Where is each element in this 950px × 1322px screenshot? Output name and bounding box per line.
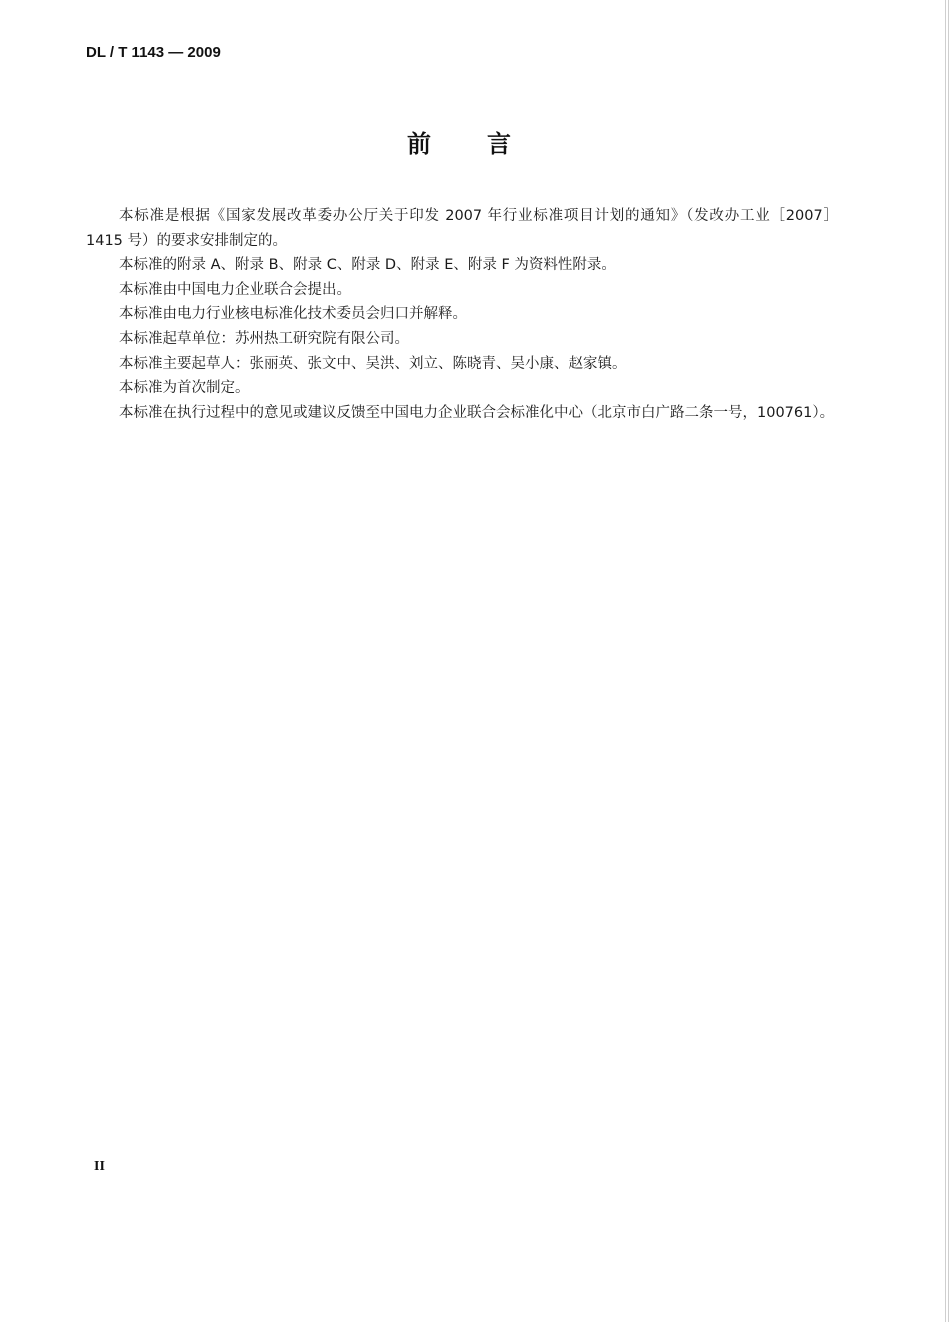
page-number: II — [94, 1159, 105, 1174]
paragraph-appendices: 本标准的附录 A、附录 B、附录 C、附录 D、附录 E、附录 F 为资料性附录。 — [119, 257, 616, 274]
paragraph-first-edition: 本标准为首次制定。 — [119, 380, 250, 397]
section-title-foreword — [0, 124, 920, 159]
title-char-2: 言 — [487, 130, 513, 158]
paragraph-drafters: 本标准主要起草人：张丽英、张文中、吴洪、刘立、陈晓青、吴小康、赵家镇。 — [119, 355, 627, 372]
paragraph-proposed-by: 本标准由中国电力企业联合会提出。 — [119, 281, 351, 298]
title-char-1: 前 — [407, 130, 433, 158]
paragraph-drafting-unit: 本标准起草单位：苏州热工研究院有限公司。 — [119, 330, 409, 347]
scan-edge-lines — [944, 0, 950, 1322]
document-code-header: DL / T 1143 — 2009 — [86, 44, 221, 61]
paragraph-administered-by: 本标准由电力行业核电标准化技术委员会归口并解释。 — [119, 306, 467, 323]
paragraph-plan-basis: 本标准是根据《国家发展改革委办公厅关于印发 2007 年行业标准项目计划的通知》（发改办工业［2007］1415 号）的要求安排制定的。 — [86, 208, 838, 249]
paragraph-feedback: 本标准在执行过程中的意见或建议反馈至中国电力企业联合会标准化中心（北京市白广路二条一号，100761）。 — [119, 404, 835, 421]
foreword-body — [86, 204, 838, 425]
